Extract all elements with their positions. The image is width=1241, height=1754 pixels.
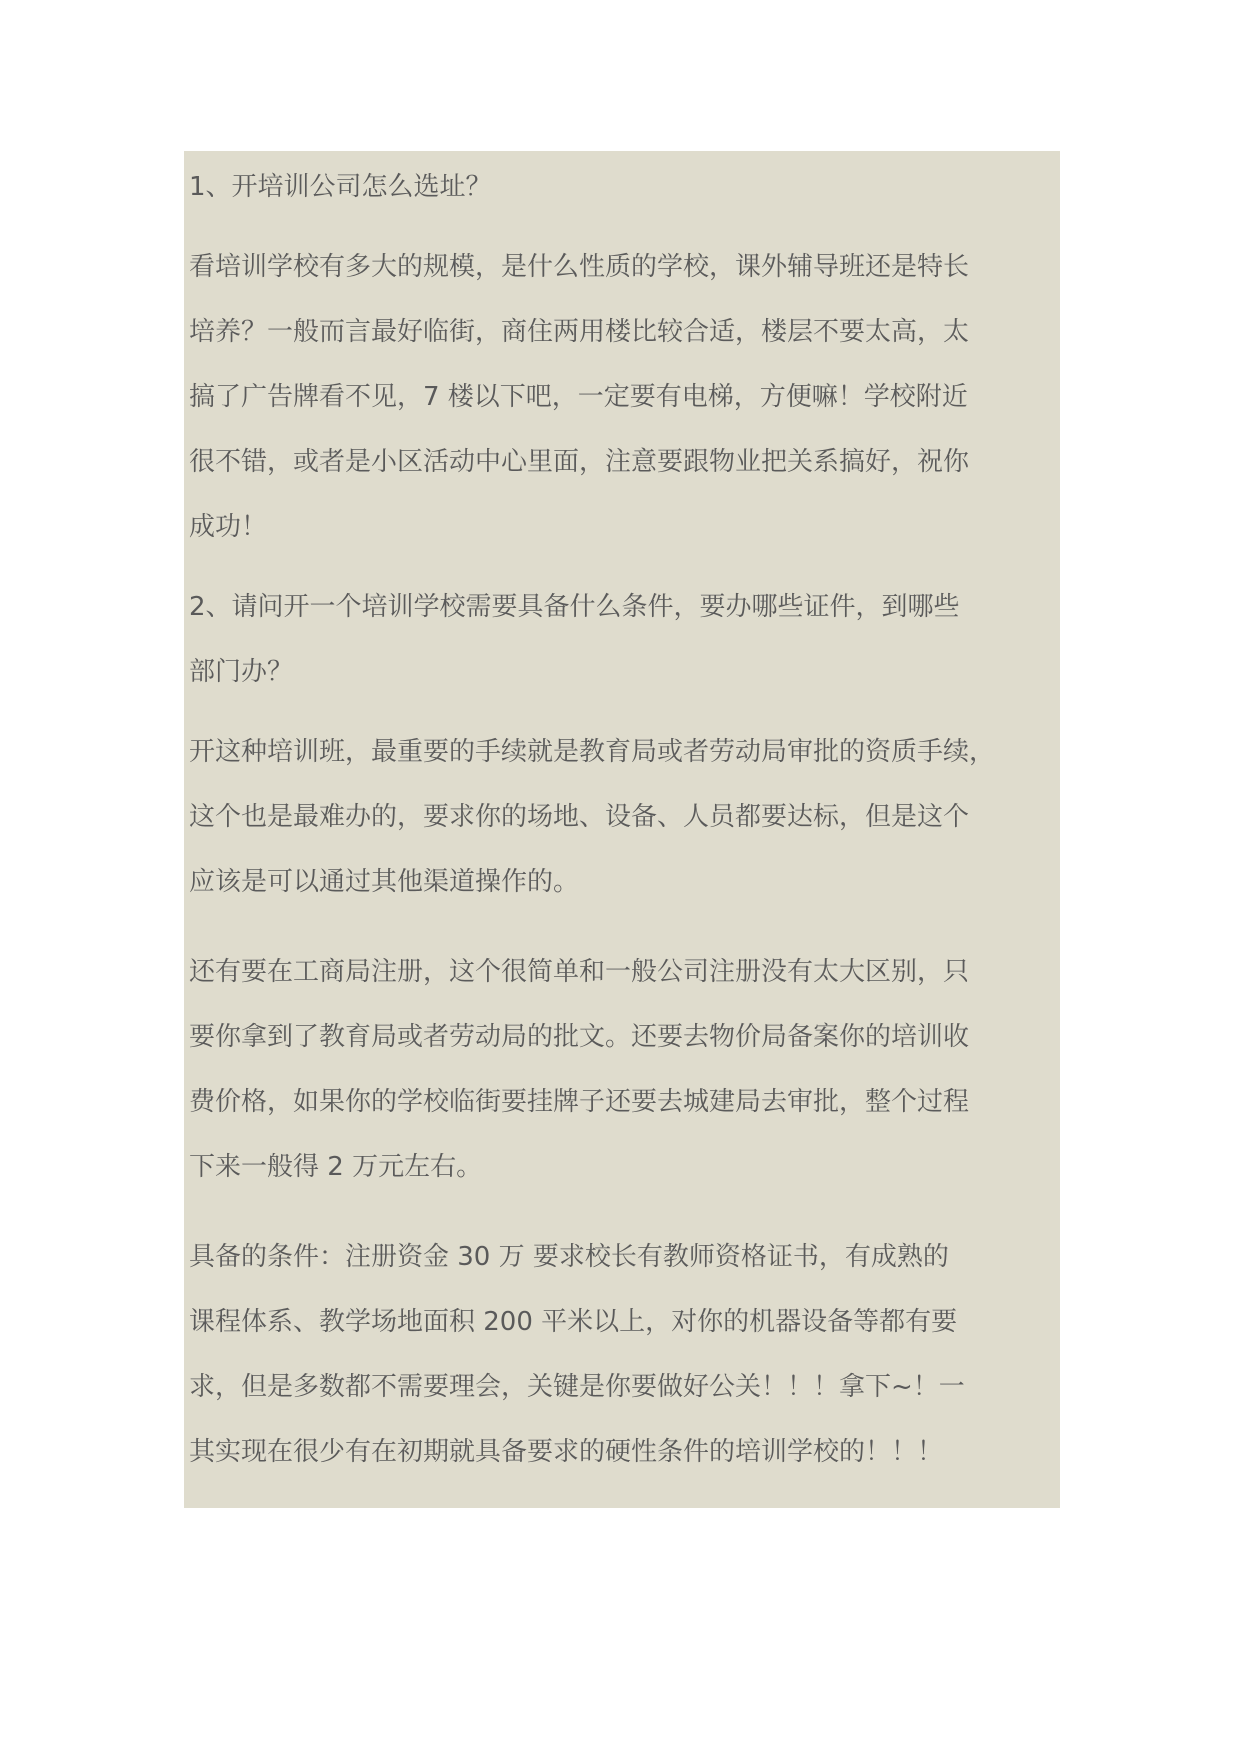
answer-2-line-1: 开这种培训班，最重要的手续就是教育局或者劳动局审批的资质手续， [189,737,996,767]
answer-1-line-2: 培养？一般而言最好临街，商住两用楼比较合适，楼层不要太高，太 [189,317,970,347]
answer-2-line-4: 还有要在工商局注册，这个很简单和一般公司注册没有太大区别，只 [189,957,970,987]
answer-1-line-1: 看培训学校有多大的规模，是什么性质的学校，课外辅导班还是特长 [189,252,970,282]
conditions-line-3: 求，但是多数都不需要理会，关键是你要做好公关！！！拿下~！一 [189,1372,965,1402]
heading-q1: 1、开培训公司怎么选址？ [189,172,492,202]
heading-q2-line-1: 2、请问开一个培训学校需要具备什么条件，要办哪些证件，到哪些 [189,592,960,622]
conditions-line-4: 其实现在很少有在初期就具备要求的硬性条件的培训学校的！！！ [189,1437,944,1467]
answer-1-line-5: 成功！ [189,512,268,542]
answer-2-line-3: 应该是可以通过其他渠道操作的。 [189,867,580,897]
answer-1-line-3: 搞了广告牌看不见，7 楼以下吧，一定要有电梯，方便嘛！学校附近 [189,382,968,412]
conditions-line-2: 课程体系、教学场地面积 200 平米以上，对你的机器设备等都有要 [189,1307,958,1337]
answer-2-line-7: 下来一般得 2 万元左右。 [189,1152,483,1182]
answer-2-line-5: 要你拿到了教育局或者劳动局的批文。还要去物价局备案你的培训收 [189,1022,970,1052]
answer-2-line-6: 费价格，如果你的学校临街要挂牌子还要去城建局去审批，整个过程 [189,1087,970,1117]
answer-2-line-2: 这个也是最难办的，要求你的场地、设备、人员都要达标，但是这个 [189,802,970,832]
answer-1-line-4: 很不错，或者是小区活动中心里面，注意要跟物业把关系搞好，祝你 [189,447,970,477]
heading-q2-line-2: 部门办？ [189,657,294,687]
conditions-line-1: 具备的条件：注册资金 30 万 要求校长有教师资格证书，有成熟的 [189,1242,949,1272]
